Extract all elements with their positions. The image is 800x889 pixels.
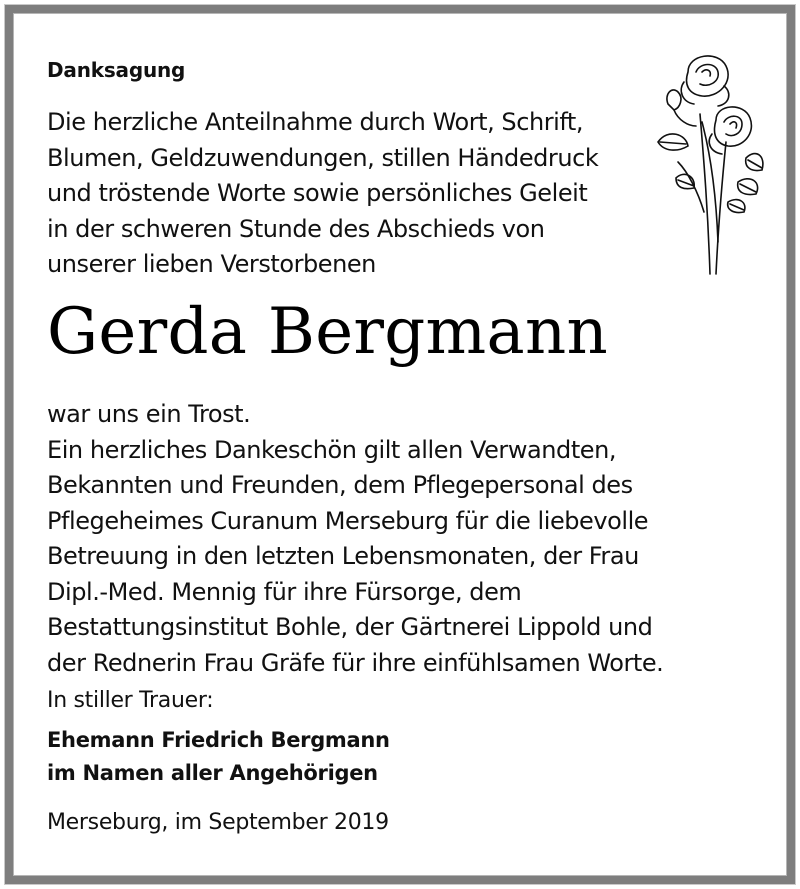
intro-line: Die herzliche Anteilnahme durch Wort, Schrift, [47,108,584,136]
intro-line: und tröstende Worte sowie persönliches Geleit [47,179,588,207]
roses-icon [638,42,768,282]
mourning-label: In stiller Trauer: [47,688,214,713]
body-line: Dipl.-Med. Mennig für ihre Fürsorge, dem [47,577,522,606]
body-text [47,397,663,681]
intro-line: in der schweren Stunde des Abschieds von [47,214,545,243]
deceased-name: Gerda Bergmann [47,295,609,369]
intro-line: Blumen, Geldzuwendungen, stillen Händedruck [47,143,599,172]
signer-line: im Namen aller Angehörigen [47,761,378,785]
body-line: Ein herzliches Dankeschön gilt allen Verwandten, [47,435,617,464]
body-line: Betreuung in den letzten Lebensmonaten, der Frau [47,542,639,570]
body-line: war uns ein Trost. [47,400,251,428]
body-line: der Rednerin Frau Gräfe für ihre einfühlsamen Worte. [47,648,664,677]
body-line: Pflegeheimes Curanum Merseburg für die liebevolle [47,506,649,535]
place-date: Merseburg, im September 2019 [47,810,389,835]
intro-line: unserer lieben Verstorbenen [47,250,376,278]
signer-line: Ehemann Friedrich Bergmann [47,728,390,752]
notice-heading: Danksagung [47,58,186,82]
intro-text [47,105,598,283]
signer-block [47,724,390,790]
body-line: Bekannten und Freunden, dem Pflegepersonal des [47,471,633,499]
body-line: Bestattungsinstitut Bohle, der Gärtnerei Lippold und [47,613,653,641]
